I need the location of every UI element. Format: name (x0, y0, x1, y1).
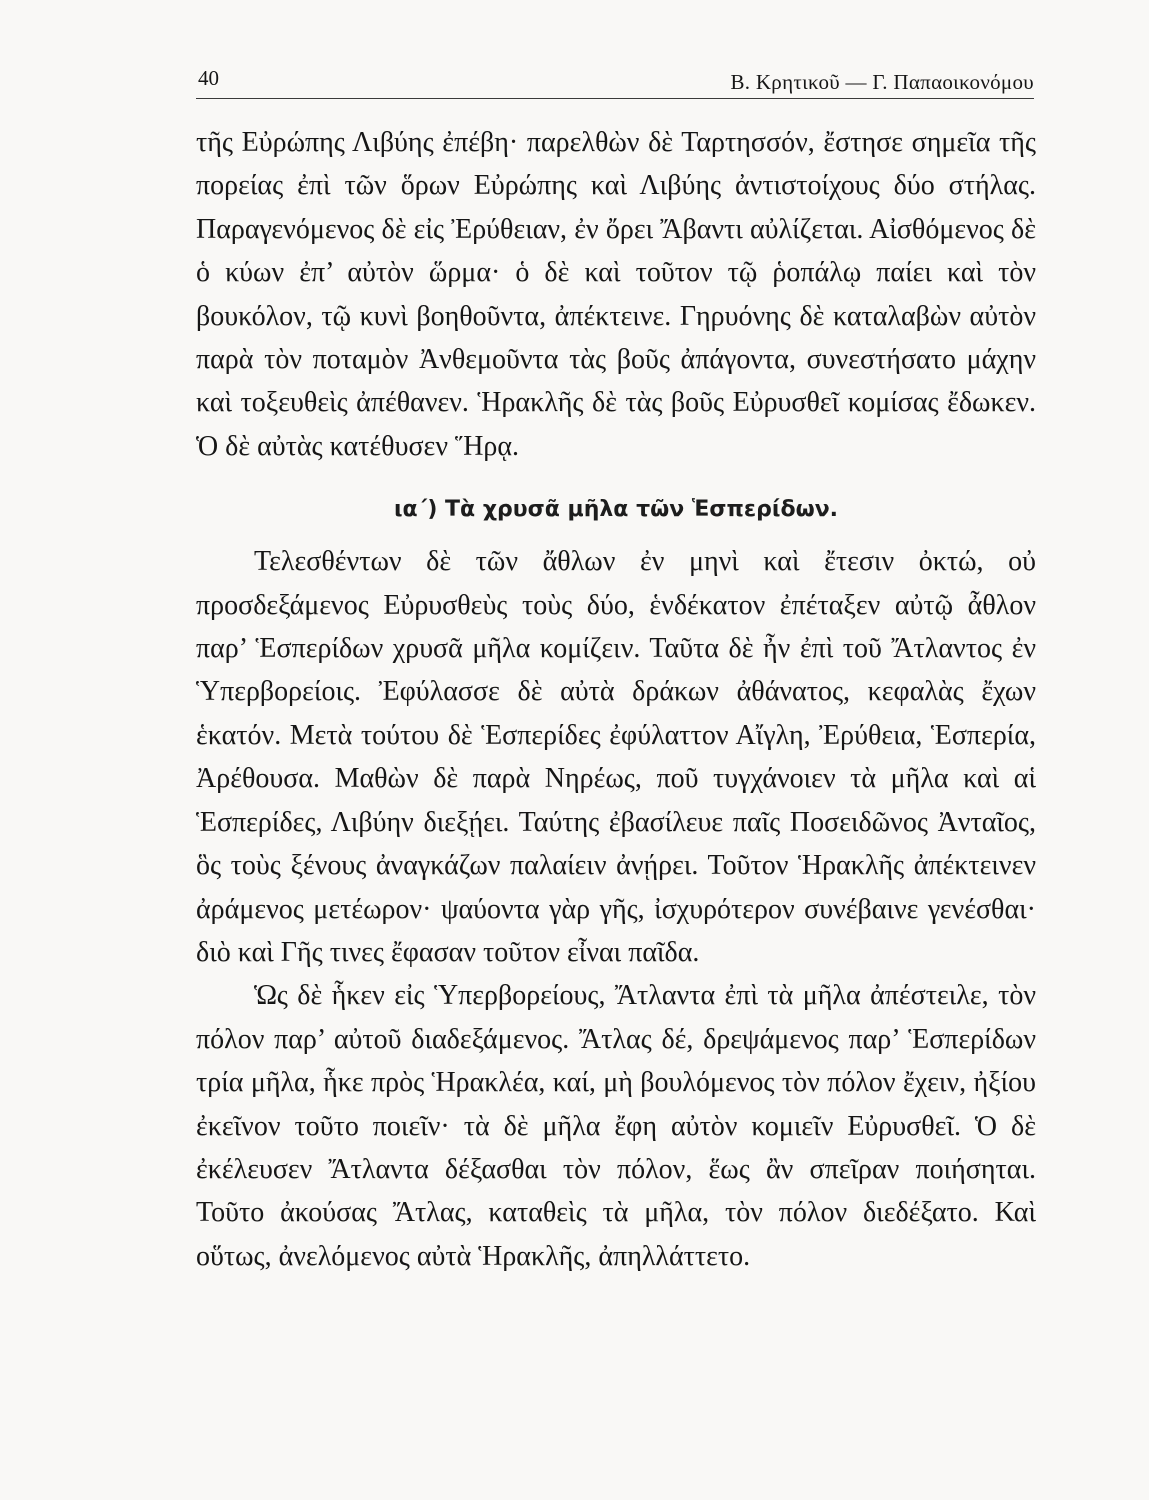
running-title: Β. Κρητικοῦ — Γ. Παπαοικονόμου (730, 70, 1034, 94)
paragraph-atlas: Ὡς δὲ ἧκεν εἰς Ὑπερβορείους, Ἄτλαντα ἐπὶ τὰ μῆλα ἀπέστειλε, τὸν πόλον παρ’ αὐτοῦ διαδεξάμενος. Ἄτλας δέ, δρεψάμενος παρ’ Ἑσπερίδων τρία μῆλα, ἧκε πρὸς Ἡρακλέα, καί, μὴ βουλόμενος τὸν πόλον ἔχειν, ἠξίου ἐκεῖνον τοῦτο ποιεῖν· τὰ δὲ μῆλα ἔφη αὐτὸν κομιεῖν Εὐρυσθεῖ. Ὁ δὲ ἐκέλευσεν Ἄτλαντα δέξασθαι τὸν πόλον, ἕως ἂν σπεῖραν ποιήσηται. Τοῦτο ἀκούσας Ἄτλας, καταθεὶς τὰ μῆλα, τὸν πόλον διεδέξατο. Καὶ οὕτως, ἀνελόμενος αὐτὰ Ἡρακλῆς, ἀπηλλάττετο. (196, 980, 1036, 1272)
section-title: ια΄) Τὰ χρυσᾶ μῆλα τῶν Ἑσπερίδων. (393, 497, 839, 523)
paragraph-hesperides-task: Τελεσθέντων δὲ τῶν ἄθλων ἐν μηνὶ καὶ ἔτεσιν ὀκτώ, οὐ προσδεξάμενος Εὐρυσθεὺς τοὺς δύο, ἑνδέκατον ἐπέταξεν αὐτῷ ἆθλον παρ’ Ἑσπερίδων χρυσᾶ μῆλα κομίζειν. Ταῦτα δὲ ἦν ἐπὶ τοῦ Ἄτλαντος ἐν Ὑπερβορείοις. Ἐφύλασσε δὲ αὐτὰ δράκων ἀθάνατος, κεφαλὰς ἔχων ἑκατόν. Μετὰ τούτου δὲ Ἑσπερίδες ἐφύλαττον Αἴγλη, Ἐρύθεια, Ἑσπερία, Ἀρέθουσα. Μαθὼν δὲ παρὰ Νηρέως, ποῦ τυγχάνοιεν τὰ μῆλα καὶ αἱ Ἑσπερίδες, Λιβύην διεξῄει. Ταύτης ἐβασίλευε παῖς Ποσειδῶνος Ἀνταῖος, ὃς τοὺς ξένους ἀναγκάζων παλαίειν ἀνῄρει. Τοῦτον Ἡρακλῆς ἀπέκτεινεν ἀράμενος μετέωρον· ψαύοντα γὰρ γῆς, ἰσχυρότερον συνέβαινε γενέσθαι· διὸ καὶ Γῆς τινες ἔφασαν τοῦτον εἶναι παῖδα. (196, 546, 1036, 968)
page-number: 40 (198, 66, 219, 90)
page-body (196, 121, 1036, 1278)
paragraph-geryon-ending: τῆς Εὐρώπης Λιβύης ἐπέβη· παρελθὼν δὲ Ταρτησσόν, ἔστησε σημεῖα τῆς πορείας ἐπὶ τῶν ὅρων Εὐρώπης καὶ Λιβύης ἀντιστοίχους δύο στήλας. Παραγενόμενος δὲ εἰς Ἐρύθειαν, ἐν ὄρει Ἄβαντι αὐλίζεται. Αἰσθόμενος δὲ ὁ κύων ἐπ’ αὐτὸν ὥρμα· ὁ δὲ καὶ τοῦτον τῷ ῥοπάλῳ παίει καὶ τὸν βουκόλον, τῷ κυνὶ βοηθοῦντα, ἀπέκτεινε. Γηρυόνης δὲ καταλαβὼν αὐτὸν παρὰ τὸν ποταμὸν Ἀνθεμοῦντα τὰς βοῦς ἀπάγοντα, συνεστήσατο μάχην καὶ τοξευθεὶς ἀπέθανεν. Ἡρακλῆς δὲ τὰς βοῦς Εὐρυσθεῖ κομίσας ἔδωκεν. Ὁ δὲ αὐτὰς κατέθυσεν Ἥρᾳ. (196, 127, 1036, 462)
running-header (196, 64, 1034, 99)
